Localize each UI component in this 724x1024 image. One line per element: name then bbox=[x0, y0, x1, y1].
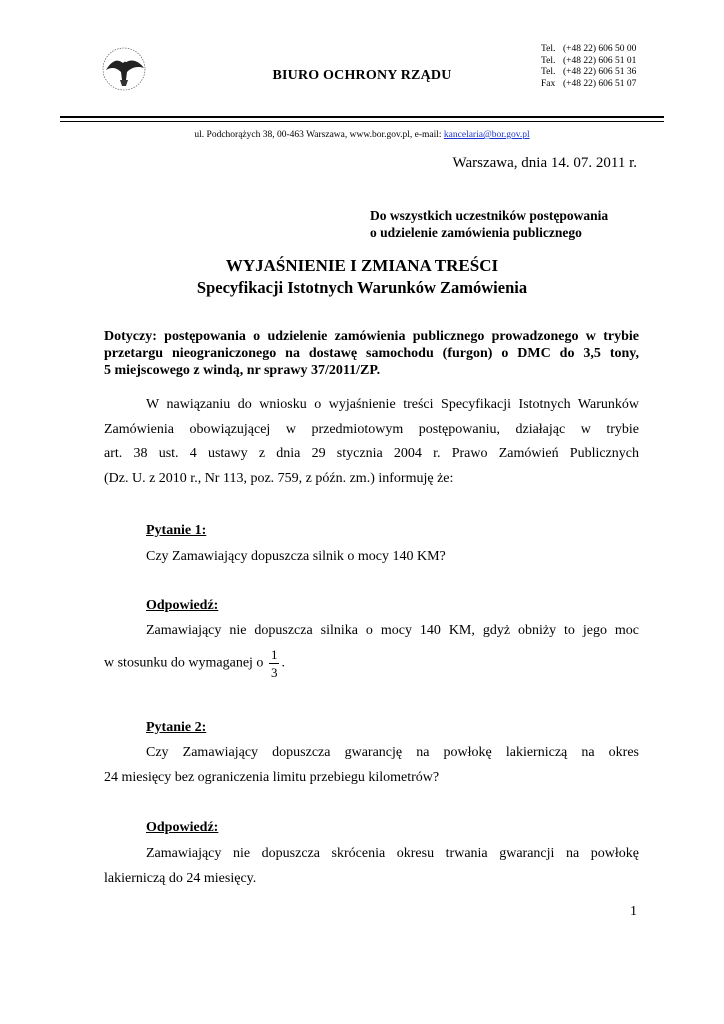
question-1-heading: Pytanie 1: bbox=[146, 523, 207, 538]
question-2-line: Czy Zamawiający dopuszcza gwarancję na powłokę lakierniczą na okres bbox=[146, 745, 639, 760]
answer-2-line: Zamawiający nie dopuszcza skrócenia okresu trwania gwarancji na powłokę bbox=[146, 846, 639, 861]
recipient-block bbox=[370, 207, 608, 241]
header-divider-thick bbox=[60, 116, 664, 118]
document-date: Warszawa, dnia 14. 07. 2011 r. bbox=[452, 155, 637, 171]
answer-1-heading: Odpowiedź: bbox=[146, 598, 219, 613]
question-2-heading: Pytanie 2: bbox=[146, 720, 207, 735]
document-subtitle: Specyfikacji Istotnych Warunków Zamówienia bbox=[196, 278, 528, 297]
answer-1-line: w stosunku do wymaganej o bbox=[104, 655, 264, 671]
address-line bbox=[0, 130, 724, 140]
answer-1-fraction-line bbox=[104, 646, 285, 681]
answer-2-line: lakierniczą do 24 miesięcy. bbox=[104, 870, 257, 886]
fraction-numerator: 1 bbox=[270, 647, 278, 662]
fraction bbox=[269, 646, 280, 681]
question-2-line: 24 miesięcy bez ograniczenia limitu przebiegu kilometrów? bbox=[104, 769, 440, 785]
recipient-line: o udzielenie zamówienia publicznego bbox=[370, 225, 582, 240]
fraction-denominator: 3 bbox=[270, 665, 278, 680]
question-1-text: Czy Zamawiający dopuszcza silnik o mocy 140 KM? bbox=[146, 549, 446, 564]
answer-2-paragraph bbox=[104, 842, 639, 891]
contact-row: Fax (+48 22) 606 51 07 bbox=[541, 78, 637, 89]
subject-line: przetargu nieograniczonego na dostawę samochodu (furgon) o DMC do 3,5 tony, bbox=[104, 346, 639, 361]
subject-line: 5 miejscowego z windą, nr sprawy 37/2011/ZP. bbox=[104, 363, 381, 378]
answer-1-paragraph bbox=[104, 619, 639, 644]
contact-row: Tel. (+48 22) 606 50 00 bbox=[541, 44, 637, 54]
question-2-paragraph bbox=[104, 741, 639, 790]
intro-line: W nawiązaniu do wniosku o wyjaśnienie treści Specyfikacji Istotnych Warunków bbox=[146, 397, 639, 412]
contact-row: Tel. (+48 22) 606 51 36 bbox=[541, 67, 637, 77]
email-link[interactable]: kancelaria@bor.gov.pl bbox=[443, 130, 530, 140]
intro-line: (Dz. U. z 2010 r., Nr 113, poz. 759, z późn. zm.) informuję że: bbox=[104, 470, 454, 486]
intro-paragraph bbox=[104, 393, 639, 491]
page-number: 1 bbox=[630, 904, 637, 919]
subject-paragraph bbox=[104, 328, 639, 379]
answer-2-heading: Odpowiedź: bbox=[146, 820, 219, 835]
answer-1-line: Zamawiający nie dopuszcza silnika o mocy 140 KM, gdyż obniży to jego moc bbox=[146, 623, 639, 638]
intro-line: art. 38 ust. 4 ustawy z dnia 29 stycznia 2004 r. Prawo Zamówień Publicznych bbox=[104, 446, 639, 461]
subject-line: Dotyczy: postępowania o udzielenie zamówienia publicznego prowadzonego w trybie bbox=[104, 329, 639, 344]
intro-line: Zamówienia obowiązującej w przedmiotowym postępowaniu, działając w trybie bbox=[104, 421, 639, 437]
contact-row: Tel. (+48 22) 606 51 01 bbox=[541, 55, 637, 66]
document-title: WYJAŚNIENIE I ZMIANA TREŚCI bbox=[225, 256, 499, 275]
recipient-line: Do wszystkich uczestników postępowania bbox=[370, 208, 609, 223]
organization-name: BIURO OCHRONY RZĄDU bbox=[272, 68, 452, 83]
header-divider-thin bbox=[60, 121, 664, 122]
postal-address: ul. Podchorążych 38, 00-463 Warszawa, www.bor.gov.pl, e-mail: bbox=[194, 130, 444, 140]
period: . bbox=[281, 655, 285, 671]
contact-numbers bbox=[541, 44, 636, 90]
